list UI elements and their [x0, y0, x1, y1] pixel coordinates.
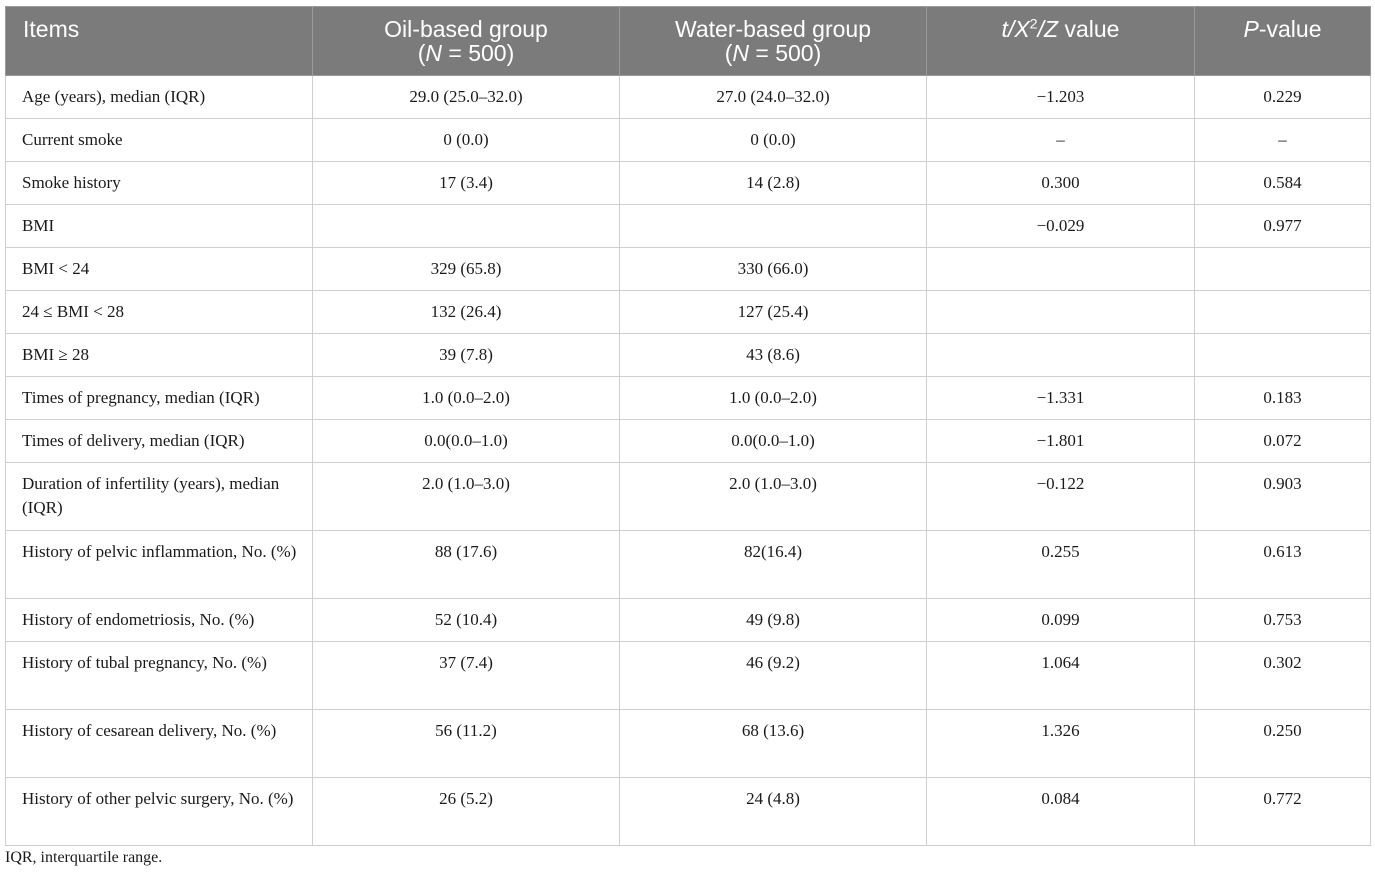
table-row [6, 377, 1371, 420]
p-value: 0.302 [1195, 642, 1371, 710]
row-item-label: History of other pelvic surgery, No. (%) [6, 778, 313, 846]
oil-based-value: 0 (0.0) [313, 119, 620, 162]
p-value: 0.250 [1195, 710, 1371, 778]
row-item-label: History of pelvic inflammation, No. (%) [6, 531, 313, 599]
header-water-based-group: Water-based group (N = 500) [620, 7, 927, 76]
oil-based-value: 52 (10.4) [313, 599, 620, 642]
row-item-label: Times of delivery, median (IQR) [6, 420, 313, 463]
oil-based-value: 39 (7.8) [313, 334, 620, 377]
water-based-value: 49 (9.8) [620, 599, 927, 642]
table-row [6, 778, 1371, 846]
oil-based-value: 26 (5.2) [313, 778, 620, 846]
p-value [1195, 291, 1371, 334]
row-item-label: 24 ≤ BMI < 28 [6, 291, 313, 334]
p-value: 0.072 [1195, 420, 1371, 463]
water-based-value: 2.0 (1.0–3.0) [620, 463, 927, 531]
water-based-value: 0.0(0.0–1.0) [620, 420, 927, 463]
statistic-value: −0.029 [927, 205, 1195, 248]
oil-based-value: 56 (11.2) [313, 710, 620, 778]
statistic-value: 0.084 [927, 778, 1195, 846]
statistic-value: 0.255 [927, 531, 1195, 599]
water-based-value: 27.0 (24.0–32.0) [620, 76, 927, 119]
statistic-value: −1.801 [927, 420, 1195, 463]
water-based-value: 14 (2.8) [620, 162, 927, 205]
table-body [6, 76, 1371, 846]
p-value: 0.903 [1195, 463, 1371, 531]
table-row [6, 162, 1371, 205]
oil-based-value: 132 (26.4) [313, 291, 620, 334]
table-row [6, 291, 1371, 334]
p-value [1195, 334, 1371, 377]
table-row [6, 642, 1371, 710]
row-item-label: Times of pregnancy, median (IQR) [6, 377, 313, 420]
statistic-value: 1.064 [927, 642, 1195, 710]
header-oil-based-group: Oil-based group (N = 500) [313, 7, 620, 76]
oil-based-value: 88 (17.6) [313, 531, 620, 599]
oil-based-value: 29.0 (25.0–32.0) [313, 76, 620, 119]
statistic-value [927, 248, 1195, 291]
header-row [6, 7, 1371, 76]
table-row [6, 599, 1371, 642]
statistic-value [927, 334, 1195, 377]
row-item-label: BMI ≥ 28 [6, 334, 313, 377]
water-based-value: 43 (8.6) [620, 334, 927, 377]
p-value: 0.613 [1195, 531, 1371, 599]
row-item-label: BMI < 24 [6, 248, 313, 291]
table-row [6, 710, 1371, 778]
water-based-value: 24 (4.8) [620, 778, 927, 846]
p-value: 0.772 [1195, 778, 1371, 846]
p-value: 0.183 [1195, 377, 1371, 420]
row-item-label: Duration of infertility (years), median (IQR) [6, 463, 313, 531]
row-item-label: BMI [6, 205, 313, 248]
statistic-value: −0.122 [927, 463, 1195, 531]
table-row [6, 248, 1371, 291]
data-table [5, 6, 1371, 846]
water-based-value: 127 (25.4) [620, 291, 927, 334]
statistic-value: −1.203 [927, 76, 1195, 119]
p-value: 0.229 [1195, 76, 1371, 119]
table-row [6, 420, 1371, 463]
row-item-label: History of cesarean delivery, No. (%) [6, 710, 313, 778]
row-item-label: Age (years), median (IQR) [6, 76, 313, 119]
row-item-label: Current smoke [6, 119, 313, 162]
water-based-value: 68 (13.6) [620, 710, 927, 778]
table-row [6, 76, 1371, 119]
header-statistic-value: $t/X^2/Z$ value [927, 7, 1195, 76]
table-row [6, 531, 1371, 599]
statistic-value: 0.300 [927, 162, 1195, 205]
oil-based-value: 2.0 (1.0–3.0) [313, 463, 620, 531]
table-footnote: IQR, interquartile range. [5, 849, 163, 866]
oil-based-value [313, 205, 620, 248]
water-based-value: 0 (0.0) [620, 119, 927, 162]
statistic-value: 1.326 [927, 710, 1195, 778]
statistic-value: −1.331 [927, 377, 1195, 420]
oil-based-value: 37 (7.4) [313, 642, 620, 710]
oil-based-value: 329 (65.8) [313, 248, 620, 291]
p-value: 0.584 [1195, 162, 1371, 205]
p-value: 0.977 [1195, 205, 1371, 248]
row-item-label: History of endometriosis, No. (%) [6, 599, 313, 642]
header-items: Items [6, 7, 313, 76]
p-value [1195, 248, 1371, 291]
oil-based-value: 1.0 (0.0–2.0) [313, 377, 620, 420]
statistic-value [927, 291, 1195, 334]
header-p-value: P-value [1195, 7, 1371, 76]
row-item-label: History of tubal pregnancy, No. (%) [6, 642, 313, 710]
p-value: 0.753 [1195, 599, 1371, 642]
oil-based-value: 17 (3.4) [313, 162, 620, 205]
oil-based-value: 0.0(0.0–1.0) [313, 420, 620, 463]
table-row [6, 463, 1371, 531]
table-row [6, 334, 1371, 377]
table-row [6, 205, 1371, 248]
row-item-label: Smoke history [6, 162, 313, 205]
statistic-value: 0.099 [927, 599, 1195, 642]
water-based-value: 82(16.4) [620, 531, 927, 599]
water-based-value: 46 (9.2) [620, 642, 927, 710]
table-row [6, 119, 1371, 162]
statistic-value: – [927, 119, 1195, 162]
p-value: – [1195, 119, 1371, 162]
water-based-value [620, 205, 927, 248]
water-based-value: 330 (66.0) [620, 248, 927, 291]
water-based-value: 1.0 (0.0–2.0) [620, 377, 927, 420]
